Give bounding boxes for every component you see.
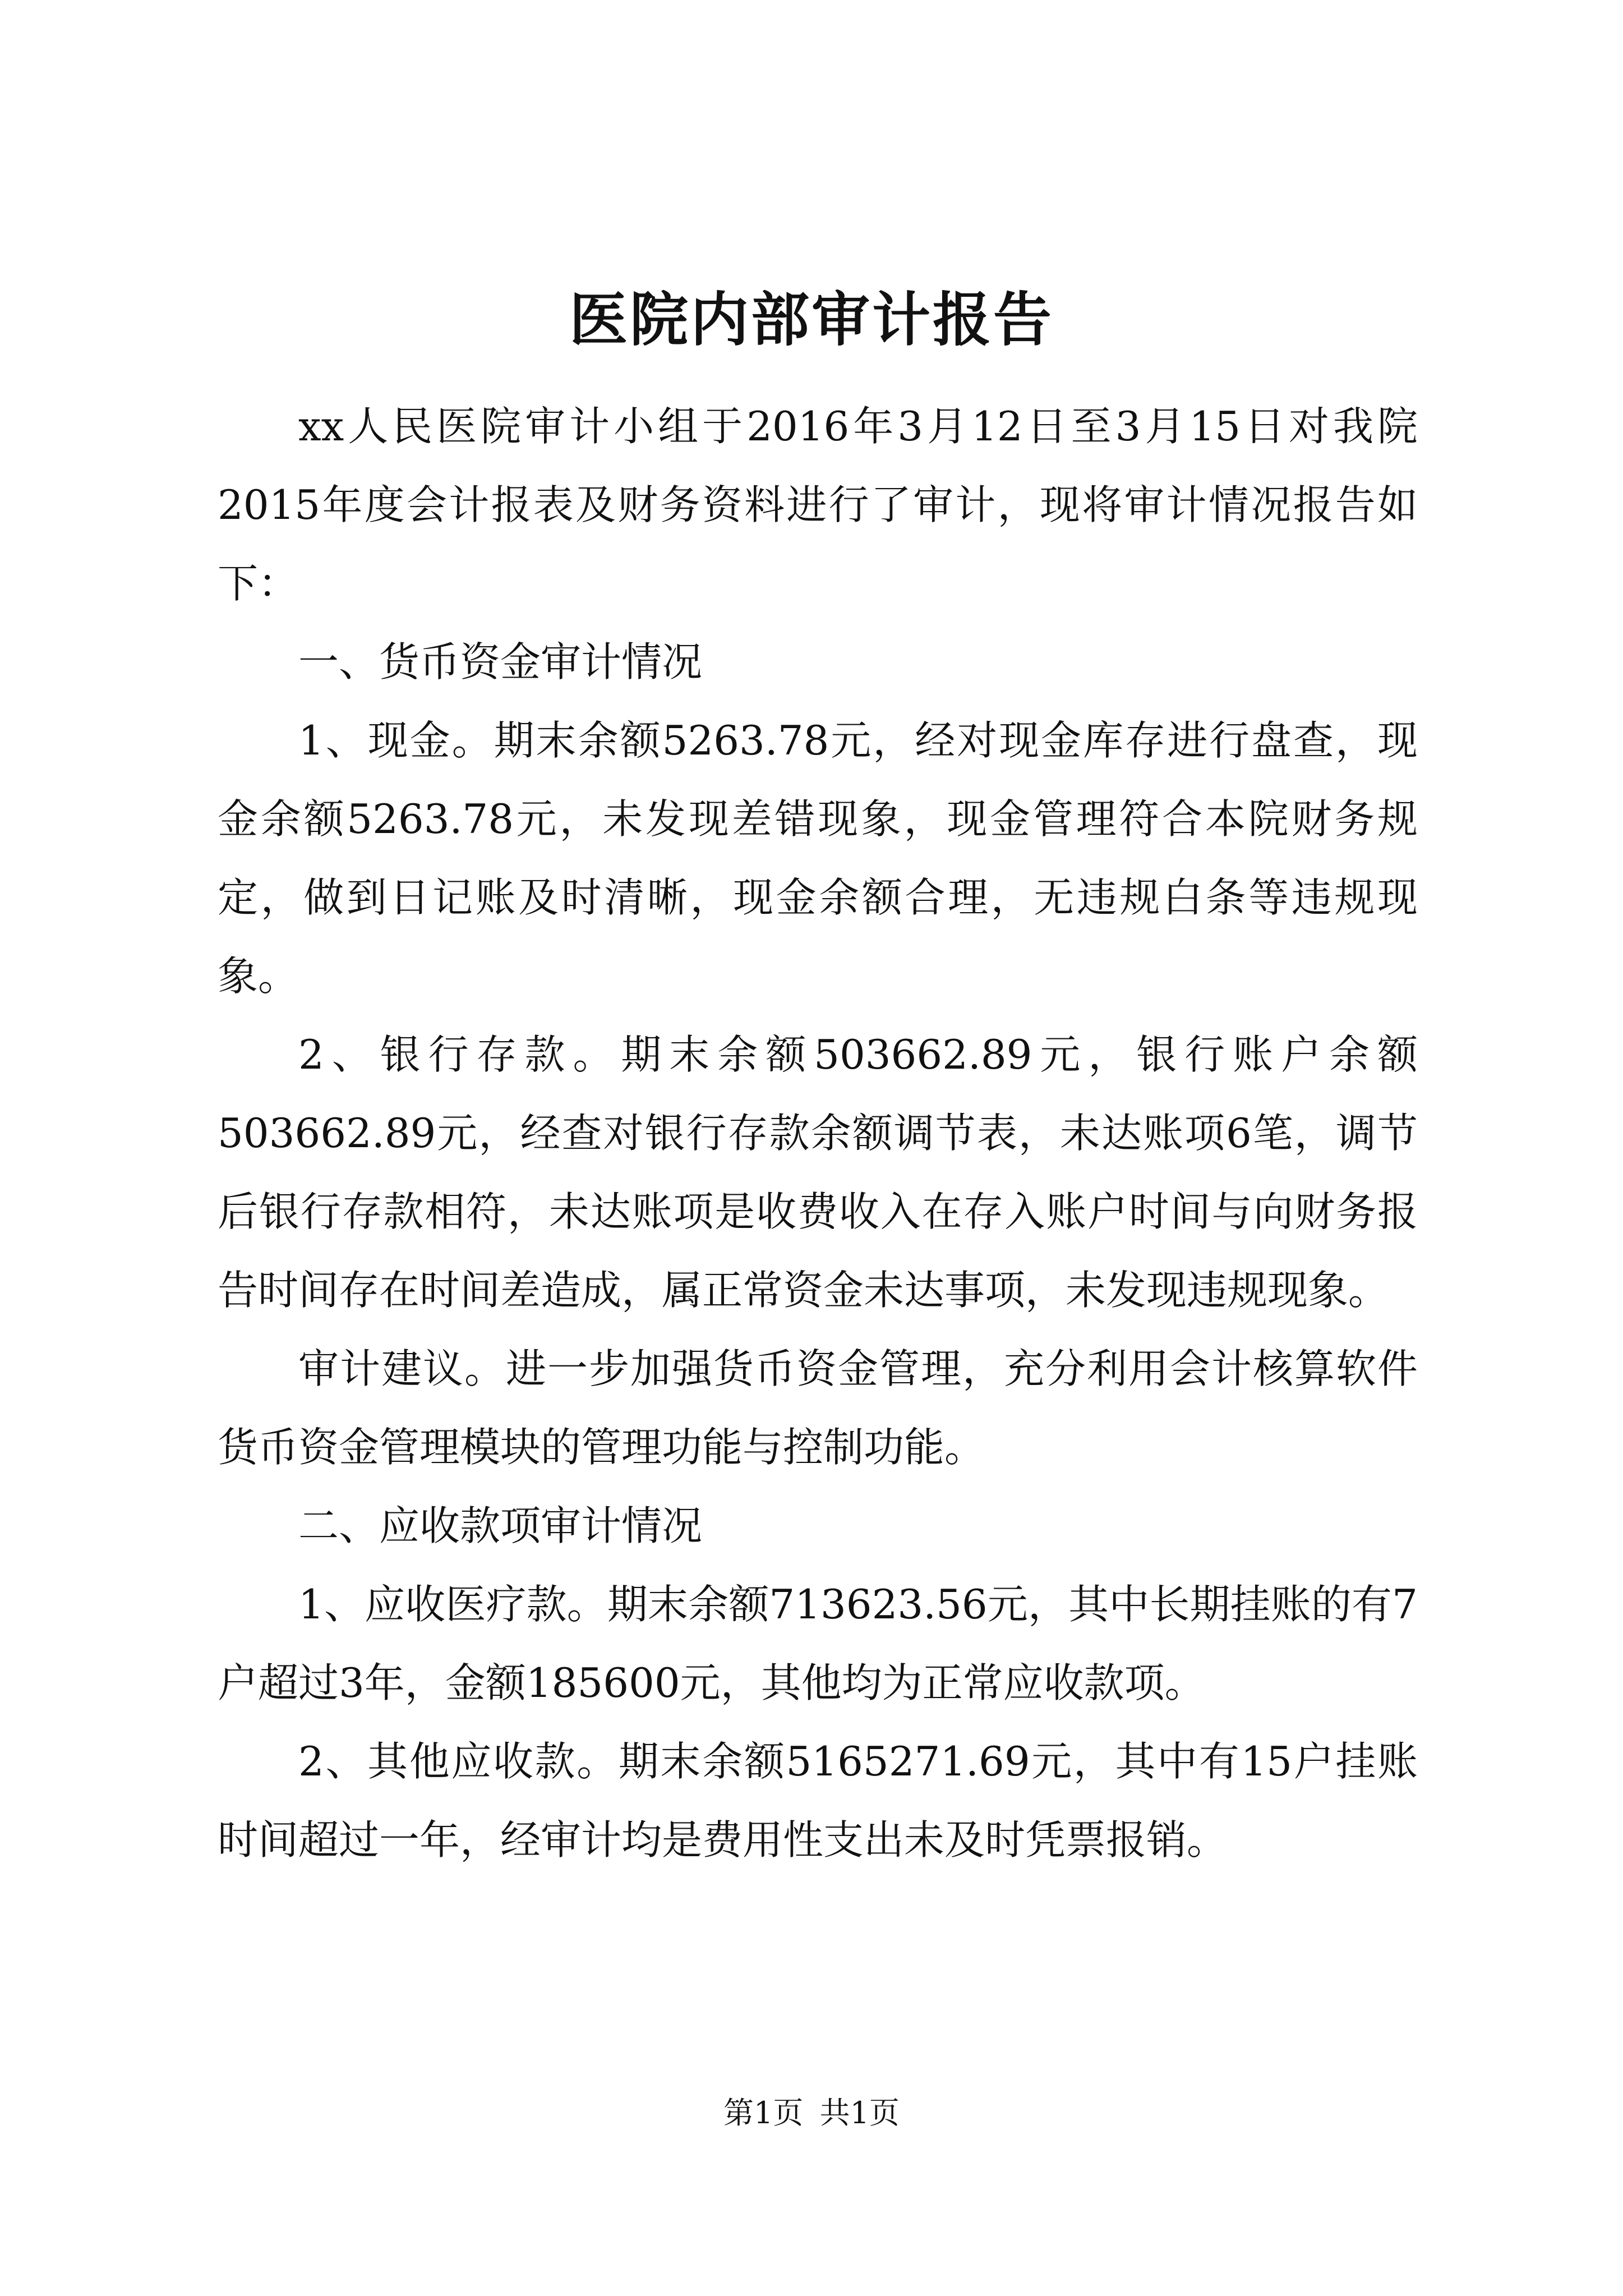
page-total: 共1页 [819, 2095, 900, 2131]
paragraph-bank-deposit: 2、银行存款。期末余额503662.89元，银行账户余额503662.89元，经查对银行存款余额调节表，未达账项6笔，调节后银行存款相符，未达账项是收费收入在存入账户时间与向财务报告时间存在时间差造成，属正常资金未达事项，未发现违规现象。 [218, 1031, 1418, 1314]
section-heading-cash: 一、货币资金审计情况 [298, 638, 703, 685]
page-footer [0, 2093, 1623, 2133]
paragraph-audit-suggestion: 审计建议。进一步加强货币资金管理，充分利用会计核算软件货币资金管理模块的管理功能与控制功能。 [218, 1345, 1418, 1471]
document-body [218, 387, 1418, 1879]
document-title: 医院内部审计报告 [569, 285, 1054, 354]
page-number: 第1页 [723, 2095, 804, 2131]
section-heading-receivables: 二、应收款项审计情况 [298, 1502, 703, 1549]
intro-paragraph: xx人民医院审计小组于2016年3月12日至3月15日对我院2015年度会计报表及财务资料进行了审计，现将审计情况报告如下： [218, 403, 1418, 607]
paragraph-cash: 1、现金。期末余额5263.78元，经对现金库存进行盘查，现金余额5263.78元，未发现差错现象，现金管理符合本院财务规定，做到日记账及时清晰，现金余额合理，无违规白条等违规现象。 [218, 717, 1418, 1000]
paragraph-medical-receivables: 1、应收医疗款。期末余额713623.56元，其中长期挂账的有7户超过3年，金额185600元，其他均为正常应收款项。 [218, 1581, 1418, 1706]
paragraph-other-receivables: 2、其他应收款。期末余额5165271.69元，其中有15户挂账时间超过一年，经审计均是费用性支出未及时凭票报销。 [218, 1738, 1418, 1864]
